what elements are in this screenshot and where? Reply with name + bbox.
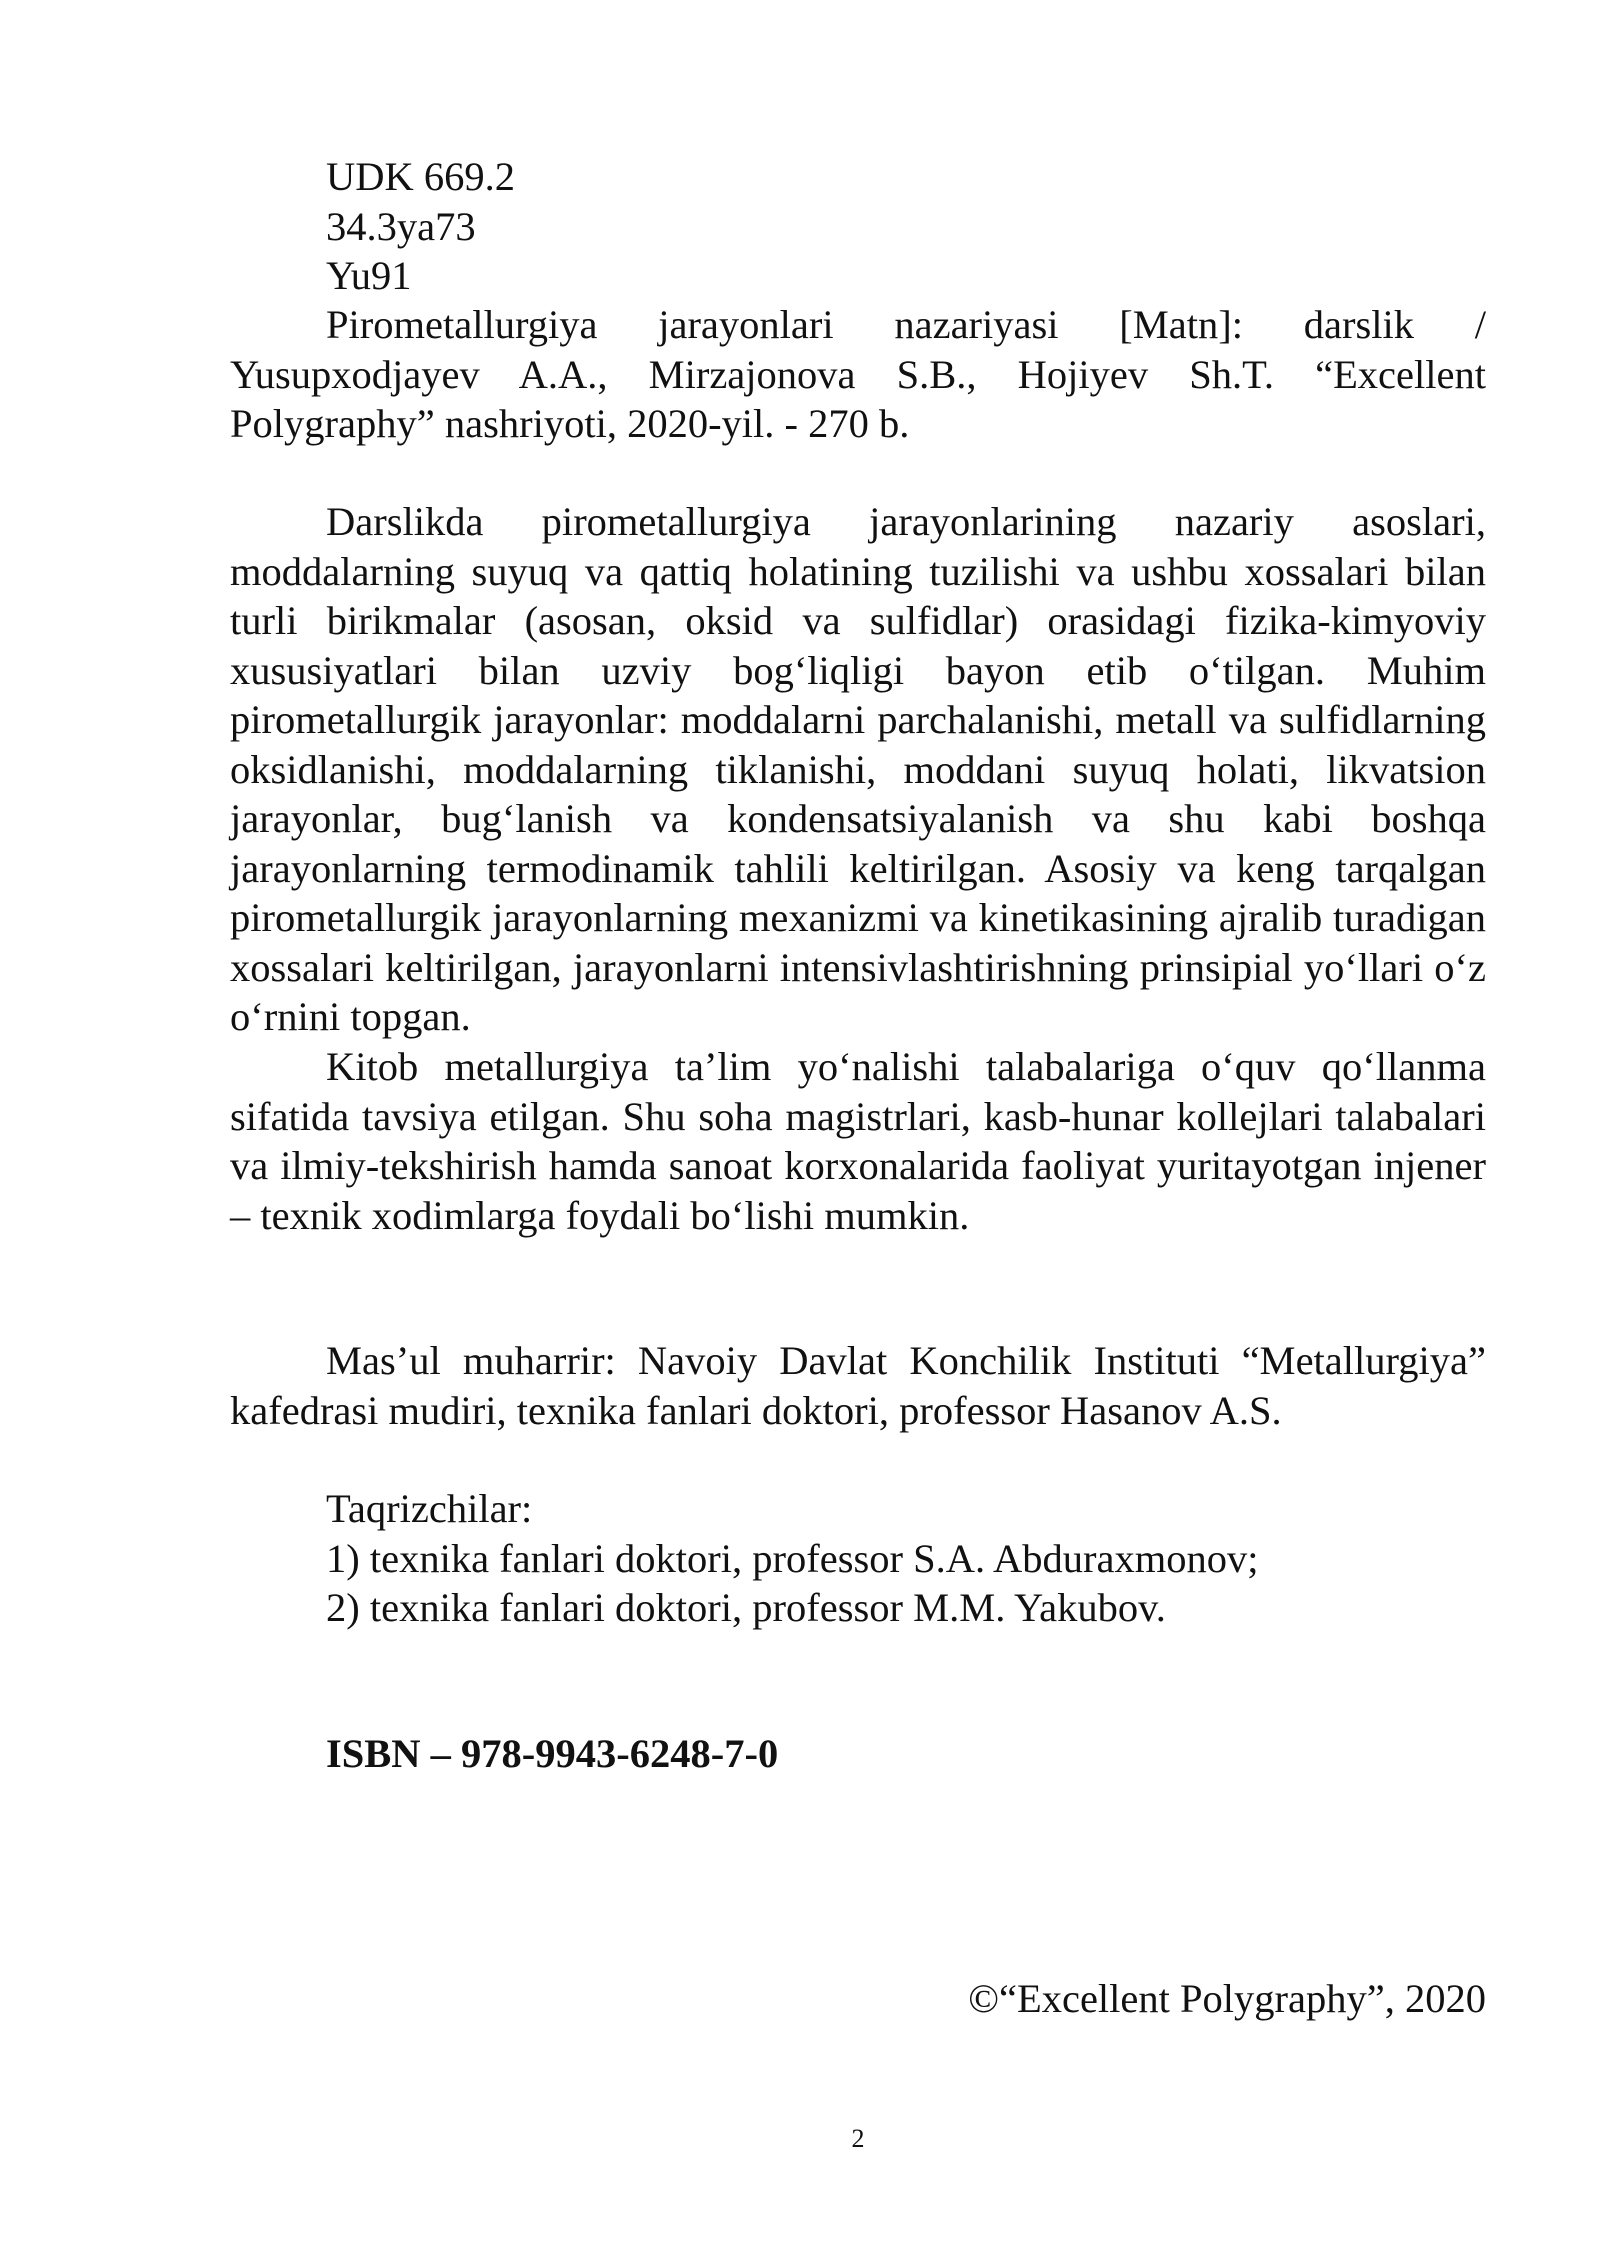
udk-code: UDK 669.2: [326, 154, 515, 199]
page-number: 2: [851, 2124, 865, 2153]
abstract-paragraph: [230, 497, 1486, 1042]
reviewer-item: 1) texnika fanlari doktori, professor S.A. Abduraxmonov;: [326, 1535, 1259, 1581]
bibliographic-record: [230, 300, 1486, 449]
recommendation-text: Kitob metallurgiya ta’lim yo‘nalishi talabalariga o‘quv qo‘llanma sifatida tavsiya etilgan. Shu soha magistrlari, kasb-hunar kollejlari talabalari va ilmiy-tekshirish hamda sanoat korxonalarida faoliyat yuritayotgan injener – texnik xodimlarga foydali bo‘lishi mumkin.: [230, 1044, 1486, 1238]
reviewers-heading: Taqrizchilar:: [326, 1486, 533, 1531]
abstract-text: Darslikda pirometallurgiya jarayonlarining nazariy asoslari, moddalarning suyuq va qattiq holatining tuzilishi va ushbu xossalari bilan turli birikmalar (asosan, oksid va sulfidlar) orasidagi fizika-kimyoviy xususiyatlari bilan uzviy bog‘liqligi bayon etib o‘tilgan. Muhim pirometallurgik jarayonlar: moddalarni parchalanishi, metall va sulfidlarning oksidlanishi, moddalarning tiklanishi, moddani suyuq holati, likvatsion jarayonlar, bug‘lanish va kondensatsiyalanish va shu kabi boshqa jarayonlarning termodinamik tahlili keltirilgan. Asosiy va keng tarqalgan pirometallurgik jarayonlarning mexanizmi va kinetikasining ajralib turadigan xossalari keltirilgan, jarayonlarni intensivlashtirishning prinsipial yo‘llari o‘z o‘rnini topgan.: [230, 499, 1486, 1039]
catalog-identifiers: [230, 152, 1486, 301]
reviewer-item: 2) texnika fanlari doktori, professor M.M. Yakubov.: [326, 1585, 1166, 1630]
author-mark: Yu91: [326, 253, 412, 298]
recommendation-paragraph: [230, 1042, 1486, 1240]
reviewers-list: [230, 1484, 1486, 1633]
copyright-notice: ©“Excellent Polygraphy”, 2020: [968, 1976, 1486, 2021]
bibliographic-record-text: Pirometallurgiya jarayonlari nazariyasi [Matn]: darslik / Yusupxodjayev A.A., Mirzajonova S.B., Hojiyev Sh.T. “Excellent Polygraphy” nashriyoti, 2020-yil. - 270 b.: [230, 302, 1486, 446]
responsible-editor-text: Mas’ul muharrir: Navoiy Davlat Konchilik Instituti “Metallurgiya” kafedrasi mudiri, texnika fanlari doktori, professor Hasanov A.S.: [230, 1338, 1486, 1433]
responsible-editor: [230, 1336, 1486, 1435]
isbn-text: ISBN – 978-9943-6248-7-0: [326, 1731, 779, 1776]
isbn: [230, 1729, 1486, 1779]
bbk-code: 34.3ya73: [326, 203, 476, 249]
